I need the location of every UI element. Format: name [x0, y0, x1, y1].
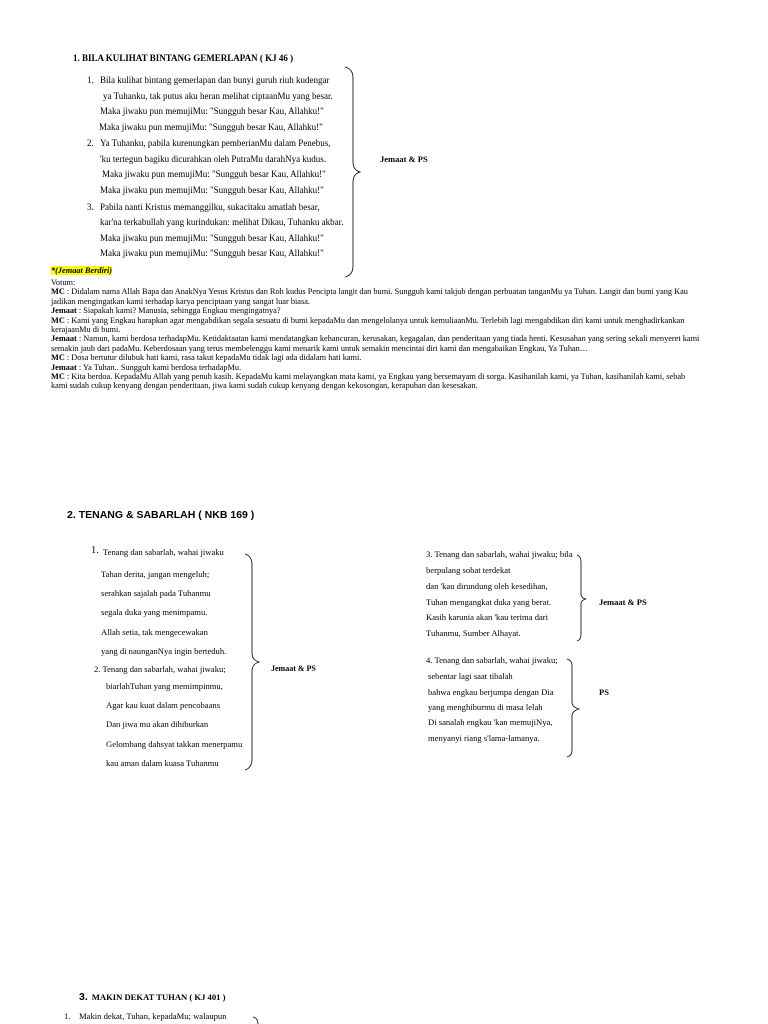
song1-line: Maka jiwaku pun memujiMu: "Sungguh besar Kau, Allahku!": [100, 185, 324, 195]
song2-line: segala duka yang menimpamu.: [101, 607, 208, 617]
liturgy-text: Kami yang Engkau harapkan agar mengabdikan segala sesuatu di bumi kepadaMu dan mengelolanya untuk kemuliaanMu. Terlebih lagi mengabdikan diri kami untuk menghadirkankan kerajaanMu di bumi.: [51, 315, 685, 335]
song2-line: yang menghiburmu di masa lelah: [428, 702, 543, 712]
song2-line: Di sanalah engkau 'kan memujiNya,: [428, 717, 553, 727]
speaker: MC: [51, 372, 65, 382]
liturgy-text: Kita berdoa. KepadaMu Allah yang penuh kasih. KepadaMu kami melayangkan mata kami, ya Engkau yang bersemayam di sorga. Kasihanilah kami, ya Tuhan, kasihanilah kami, sebab kami sudah cukup kenyang dengan penderitaan, jiwa kami sudah cukup kenyang dengan kekosongan, kerapuhan dan kesesakan.: [51, 372, 686, 391]
liturgy-text: Dosa bertutur dilubuk hati kami, rasa takut kepadaMu tidak lagi ada didalam hati kami.: [71, 353, 362, 363]
liturgy-text: Namun, kami berdosa terhadapMu. Ketidaktaatan kami mendatangkan kehancuran, kerusakan, kegagalan, dan penderitaan yang tiada henti. Kesusahan yang sering sekali menyeret kami semakin jauh dari padaMu. Keberdosaan yang terus membelenggu kami menarik kami untuk semakin mencintai diri kami dan mengabaikan Engkau, Ya Tuhan…: [51, 334, 700, 353]
song2-v12-label: Jemaat & PS: [271, 664, 316, 673]
speaker: Jemaat: [51, 306, 77, 316]
speaker: MC: [51, 287, 65, 297]
liturgy-line: [51, 363, 701, 372]
votum-label: Votum:: [51, 278, 76, 287]
song3-title-text: MAKIN DEKAT TUHAN ( KJ 401 ): [91, 992, 226, 1002]
song2-line: Tenang dan sabarlah, wahai jiwaku: [103, 547, 224, 557]
song3-number: 3.: [79, 991, 88, 1003]
speaker: MC: [51, 315, 65, 325]
speaker: Jemaat: [51, 362, 77, 372]
song2-line: bahwa engkau berjumpa dengan Dia: [428, 687, 554, 697]
separator: :: [76, 334, 84, 344]
song1-line: kar'na terkabullah yang kurindukan: melihat Dikau, Tuhanku akbar.: [100, 217, 344, 227]
song2-v12-brace: [244, 553, 264, 771]
song1-verse1-number: 1.: [87, 75, 94, 85]
song1-line: Maka jiwaku pun memujiMu: "Sungguh besar Kau, Allahku!": [100, 106, 324, 116]
song2-line: kau aman dalam kuasa Tuhanmu: [106, 758, 219, 768]
separator: :: [76, 362, 83, 372]
liturgy-line: [51, 334, 701, 353]
song2-v4-label: PS: [599, 687, 609, 697]
song1-title-text: BILA KULIHAT BINTANG GEMERLAPAN ( KJ 46 ): [82, 53, 294, 63]
song1-group-label: Jemaat & PS: [380, 154, 428, 164]
liturgy-line: [51, 287, 701, 306]
liturgy-line: [51, 353, 701, 362]
song2-line: menyanyi riang s'lama-lamanya.: [428, 733, 540, 743]
song3-brace: [252, 1016, 262, 1024]
song2-line: dan 'kau dirundung oleh kesedihan,: [426, 581, 548, 591]
speaker: MC: [51, 353, 65, 363]
song2-v4-brace: [566, 658, 582, 758]
separator: :: [64, 287, 72, 297]
separator: :: [64, 353, 72, 363]
song2-title: [67, 509, 254, 521]
song2-v3-label: Jemaat & PS: [599, 597, 647, 607]
liturgy-text: Didalam nama Allah Bapa dan AnakNya Yesus Kristus dan Roh kudus Pencipta langit dan bumi. Sungguh kami takjub dengan perbuatan tanganMu ya Tuhan. Langit dan bumi yang Kau jadikan mengingatkan kami terhadap karya penciptaan yang sangat luar biasa.: [51, 287, 688, 306]
song2-line: 3. Tenang dan sabarlah, wahai jiwaku; bila: [426, 549, 573, 559]
song1-line: ya Tuhanku, tak putus aku heran melihat ciptaanMu yang besar.: [103, 91, 333, 101]
song2-line: Tuhanmu, Sumber Alhayat.: [426, 628, 521, 638]
song2-line: sebentar lagi saat tibalah: [428, 671, 513, 681]
speaker: Jemaat: [51, 334, 77, 344]
song3-title: [79, 987, 225, 1005]
liturgy-text: Ya Tuhan.. Sungguh kami berdosa terhadapMu.: [82, 362, 242, 372]
stand-note-text: *(Jemaat Berdiri): [51, 266, 113, 275]
song1-verse2-number: 2.: [87, 138, 94, 148]
song2-line: berpulang sobat terdekat: [426, 565, 511, 575]
song2-line: 4. Tenang dan sabarlah, wahai jiwaku;: [426, 655, 558, 665]
song2-line: Gelombang dahsyat takkan menerpamu: [106, 739, 243, 749]
song2-line: Kasih karunia akan 'kau terima dari: [426, 612, 549, 622]
song2-number: 2.: [67, 509, 76, 521]
song1-title: [73, 53, 293, 63]
song1-line: 'ku tertegun bagiku dicurahkan oleh PutraMu darahNya kudus.: [100, 154, 327, 164]
song2-line: yang di naunganNya ingin berteduh.: [101, 646, 227, 656]
liturgy-line: [51, 306, 701, 315]
liturgy-line: [51, 372, 701, 391]
song2-line: biarlahTuhan yang memimpinmu,: [106, 681, 223, 691]
song2-line: Agar kau kuat dalam pencobaans: [106, 700, 221, 710]
song2-v1-number: 1.: [91, 545, 99, 556]
song1-line: Bila kulihat bintang gemerlapan dan bunyi guruh riuh kudengar: [100, 75, 330, 85]
song1-verse3-number: 3.: [87, 202, 94, 212]
song2-line: Allah setia, tak mengecewakan: [101, 627, 208, 637]
song2-v3-brace: [576, 554, 590, 642]
song1-number: 1.: [73, 53, 80, 63]
song1-line: Pabila nanti Kristus memanggilku, sukacitaku amatlah besar,: [100, 202, 320, 212]
song1-line: Maka jiwaku pun memujiMu: "Sungguh besar Kau, Allahku!": [100, 233, 324, 243]
separator: :: [64, 315, 72, 325]
song1-line: Maka jiwaku pun memujiMu: "Sungguh besar Kau, Allahku!": [102, 169, 326, 179]
song3-v1-number: 1.: [64, 1011, 71, 1021]
liturgy-line: [51, 316, 701, 335]
song2-title-text: TENANG & SABARLAH ( NKB 169 ): [78, 509, 255, 521]
liturgy-text: Siapakah kami? Manusia, sehingga Engkau mengingatnya?: [83, 306, 281, 316]
song1-line: Maka jiwaku pun memujiMu: "Sungguh besar Kau, Allahku!": [100, 248, 324, 258]
song2-line: Tahan derita, jangan mengeluh;: [101, 569, 210, 579]
song2-line: serahkan sajalah pada Tuhanmu: [101, 588, 211, 598]
song1-brace: [343, 66, 363, 278]
song1-line: Ya Tuhanku, pabila kurenungkan pemberianMu dalam Penebus,: [100, 138, 331, 148]
stand-note: [51, 266, 112, 275]
separator: :: [76, 306, 84, 316]
separator: :: [64, 372, 72, 382]
song2-line: 2. Tenang dan sabarlah, wahai jiwaku;: [94, 664, 226, 674]
song3-line: Makin dekat, Tuhan, kepadaMu; walaupun: [79, 1011, 227, 1021]
liturgy-body: [51, 278, 701, 391]
song1-line: Maka jiwaku pun memujiMu: "Sungguh besar Kau, Allahku!": [99, 122, 323, 132]
song2-line: Tuhan mengangkat duka yang berat.: [426, 597, 551, 607]
song2-line: Dan jiwa mu akan dihiburkan: [106, 719, 209, 729]
